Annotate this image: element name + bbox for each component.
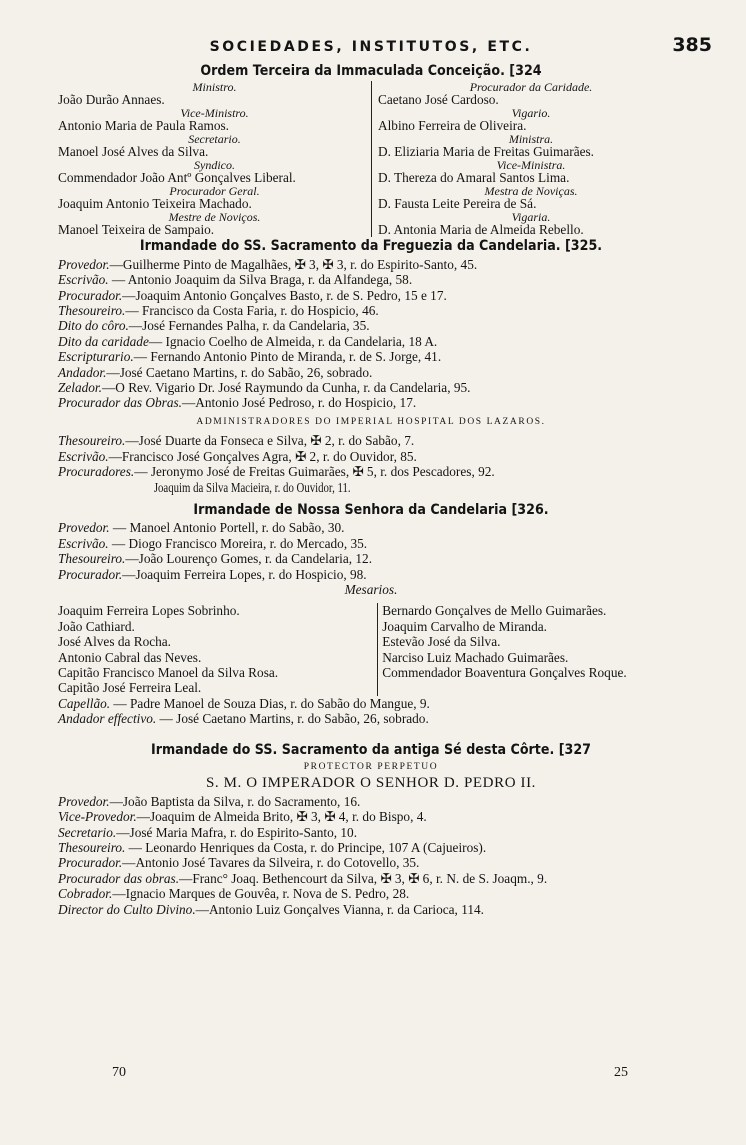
officer-role: Escrivão. xyxy=(58,448,109,464)
mesario-name: Bernardo Gonçalves de Mello Guimarães. xyxy=(382,603,607,619)
officer-details: —Antonio Luiz Gonçalves Vianna, r. da Carioca, 114. xyxy=(195,901,484,917)
officer-role: Provedor. xyxy=(58,256,110,272)
officer-role: Andador effectivo. xyxy=(58,711,157,727)
officer-list-327 xyxy=(58,794,684,917)
officer-line xyxy=(58,551,684,566)
mesarios-heading: Mesarios. xyxy=(344,581,398,597)
protector-name: S. M. O IMPERADOR O SENHOR D. PEDRO II. xyxy=(205,775,537,792)
officer-details: — Francisco da Costa Faria, r. do Hospicio, 46. xyxy=(125,303,379,319)
officer-role: Vigaria. xyxy=(511,210,551,225)
footer-signature-left: 70 xyxy=(112,1065,126,1080)
officer-entry xyxy=(378,211,684,237)
officer-entry xyxy=(58,185,371,211)
officer-list-326-tail xyxy=(58,696,684,727)
mesario-name: Commendador Boaventura Gonçalves Roque. xyxy=(382,664,627,680)
officer-role: Procurador Geral. xyxy=(169,184,260,199)
officer-line xyxy=(58,380,684,395)
officer-name: D. Eliziaria Maria de Freitas Guimarães. xyxy=(378,144,594,160)
mesario-name: Estevão José da Silva. xyxy=(382,634,501,650)
officer-role: Andador. xyxy=(58,364,107,380)
officer-name: D. Thereza do Amaral Santos Lima. xyxy=(378,170,570,186)
officer-entry xyxy=(58,211,371,237)
officer-role: Secretario. xyxy=(188,132,241,147)
officer-line xyxy=(58,536,684,551)
officer-name: João Durão Annaes. xyxy=(58,92,165,108)
officer-details: —Francisco José Gonçalves Agra, ✠ 2, r. do Ouvidor, 85. xyxy=(108,448,417,464)
officer-details: —José Maria Mafra, r. do Espirito-Santo, 10. xyxy=(116,824,358,840)
officer-details: — Fernando Antonio Pinto de Miranda, r. de S. Jorge, 41. xyxy=(133,349,442,365)
officer-details: —Guilherme Pinto de Magalhães, ✠ 3, ✠ 3, r. do Espirito-Santo, 45. xyxy=(109,256,478,272)
officer-role: Procurador da Caridade. xyxy=(469,80,593,95)
officer-role: Vice-Ministra. xyxy=(496,158,566,173)
officer-details: —José Fernandes Palha, r. da Candelaria, 35. xyxy=(128,318,370,334)
officer-details: —João Baptista da Silva, r. do Sacramento, 16. xyxy=(109,793,361,809)
officer-role: Thesoureiro. xyxy=(58,433,126,449)
officer-line xyxy=(58,871,684,886)
officer-name: Albino Ferreira de Oliveira. xyxy=(378,118,527,134)
officers-right-column xyxy=(371,81,684,237)
mesario-name: Narciso Luiz Machado Guimarães. xyxy=(382,649,569,665)
officer-details: —João Lourenço Gomes, r. da Candelaria, 12. xyxy=(125,551,373,567)
running-title: SOCIEDADES, INSTITUTOS, ETC. xyxy=(209,39,533,55)
officer-role: Thesoureiro. xyxy=(58,840,126,856)
officer-role: Escripturario. xyxy=(58,349,134,365)
officer-line xyxy=(58,272,684,287)
running-header xyxy=(58,34,712,62)
officer-role: Mestre de Noviços. xyxy=(168,210,261,225)
page-number: 385 xyxy=(672,34,712,56)
officer-line xyxy=(58,886,684,901)
officer-details: —Antonio José Tavares da Silveira, r. do Cotovello, 35. xyxy=(122,855,420,871)
officer-role: Procurador das Obras. xyxy=(58,395,182,411)
officer-line xyxy=(58,520,684,535)
officer-line xyxy=(58,349,684,364)
mesario-name: Capitão José Ferreira Leal. xyxy=(58,680,202,696)
officer-role: Vice-Ministro. xyxy=(180,106,249,121)
document-page xyxy=(58,34,712,917)
officer-line xyxy=(58,794,684,809)
officer-name: Caetano José Cardoso. xyxy=(378,92,499,108)
officer-details: — Padre Manoel de Souza Dias, r. do Sabão do Mangue, 9. xyxy=(110,695,430,711)
mesario-name: João Cathiard. xyxy=(58,618,135,634)
officer-line xyxy=(58,334,684,349)
officer-role: Escrivão. xyxy=(58,535,109,551)
officer-line xyxy=(58,318,684,333)
officer-role: Zelador. xyxy=(58,380,102,396)
officer-details: —Joaquim Ferreira Lopes, r. do Hospicio, 98. xyxy=(122,566,367,582)
officer-details: — Ignacio Coelho de Almeida, r. da Candelaria, 18 A. xyxy=(148,333,438,349)
officer-list-325 xyxy=(58,257,684,411)
officer-details: —Antonio José Pedroso, r. do Hospicio, 17. xyxy=(182,395,417,411)
officer-details: — José Caetano Martins, r. do Sabão, 26, sobrado. xyxy=(156,711,429,727)
officer-role: Ministra. xyxy=(508,132,554,147)
officer-list-326 xyxy=(58,520,684,582)
officer-details: — Jeronymo José de Freitas Guimarães, ✠ 5, r. dos Pescadores, 92. xyxy=(134,464,495,480)
officer-line xyxy=(58,696,684,711)
officer-entry xyxy=(378,107,684,133)
officer-line xyxy=(58,433,684,448)
officer-role: Provedor. xyxy=(58,520,110,536)
officer-role: Procuradores. xyxy=(58,464,135,480)
officer-details: —Franc° Joaq. Bethencourt da Silva, ✠ 3, ✠ 6, r. N. de S. Joaqm., 9. xyxy=(179,870,548,886)
mesarios-left-column xyxy=(58,603,377,695)
officer-role: Dito do côro. xyxy=(58,318,129,334)
officer-line xyxy=(58,711,684,726)
footer-signature-right: 25 xyxy=(614,1065,628,1080)
officer-role: Vice-Provedor. xyxy=(58,809,137,825)
officer-details: —Joaquim de Almeida Brito, ✠ 3, ✠ 4, r. do Bispo, 4. xyxy=(136,809,427,825)
officer-role: Procurador. xyxy=(58,287,123,303)
officer-line-continuation: Joaquim da Silva Macieira, r. do Ouvidor, 11. xyxy=(153,479,351,495)
officer-role: Secretario. xyxy=(58,824,117,840)
officer-role: Procurador das obras. xyxy=(58,870,180,886)
officer-role: Syndico. xyxy=(194,158,235,173)
officer-entry xyxy=(58,159,371,185)
officer-name: Joaquim Antonio Teixeira Machado. xyxy=(58,196,252,212)
officer-details: —O Rev. Vigario Dr. José Raymundo da Cunha, r. da Candelaria, 95. xyxy=(101,380,471,396)
mesarios-two-column xyxy=(58,603,684,695)
page-footer xyxy=(112,1065,628,1081)
officer-line xyxy=(58,365,684,380)
mesario-name: Joaquim Carvalho de Miranda. xyxy=(382,618,547,634)
officer-role: Capellão. xyxy=(58,695,111,711)
section-title-327: Irmandade do SS. Sacramento da antiga Sé desta Côrte. [327 xyxy=(150,741,592,758)
officer-role: Thesoureiro. xyxy=(58,303,126,319)
officer-role: Procurador. xyxy=(58,855,123,871)
officer-details: —José Caetano Martins, r. do Sabão, 26, sobrado. xyxy=(106,364,373,380)
officer-details: — Antonio Joaquim da Silva Braga, r. da Alfandega, 58. xyxy=(108,272,413,288)
officer-role: Escrivão. xyxy=(58,272,109,288)
mesario-name: Joaquim Ferreira Lopes Sobrinho. xyxy=(58,603,240,619)
officer-name: Antonio Maria de Paula Ramos. xyxy=(58,118,229,134)
officer-role: Dito da caridade xyxy=(58,333,149,349)
officer-line xyxy=(58,809,684,824)
mesarios-right-column xyxy=(377,603,684,695)
officer-name: D. Fausta Leite Pereira de Sá. xyxy=(378,196,537,212)
officer-name: Commendador João Antº Gonçalves Liberal. xyxy=(58,170,296,186)
mesario-name: Antonio Cabral das Neves. xyxy=(58,649,202,665)
protector-label: PROTECTOR PERPETUO xyxy=(303,762,439,772)
section-title-325: Irmandade do SS. Sacramento da Freguezia da Candelaria. [325. xyxy=(139,238,603,255)
officer-details: —José Duarte da Fonseca e Silva, ✠ 2, r. do Sabão, 7. xyxy=(125,433,415,449)
officer-entry xyxy=(378,159,684,185)
officer-line xyxy=(58,464,684,479)
officer-line xyxy=(58,902,684,917)
officer-entry xyxy=(58,81,371,107)
officer-entry xyxy=(58,107,371,133)
officer-role: Thesoureiro. xyxy=(58,551,126,567)
officer-entry xyxy=(378,81,684,107)
officer-role: Ministro. xyxy=(192,80,237,95)
officer-name: Manoel José Alves da Silva. xyxy=(58,144,209,160)
officer-line xyxy=(58,449,684,464)
officer-name: Manoel Teixeira de Sampaio. xyxy=(58,222,215,238)
officer-role: Provedor. xyxy=(58,793,110,809)
sub-heading-lazaros: ADMINISTRADORES DO IMPERIAL HOSPITAL DOS LAZAROS. xyxy=(196,416,546,427)
officer-line xyxy=(58,288,684,303)
officer-line xyxy=(58,257,684,272)
officer-entry xyxy=(378,185,684,211)
officer-line xyxy=(58,303,684,318)
officers-left-column xyxy=(58,81,371,237)
officer-line xyxy=(58,840,684,855)
officer-details: —Joaquim Antonio Gonçalves Basto, r. de S. Pedro, 15 e 17. xyxy=(122,287,447,303)
officer-role: Procurador. xyxy=(58,566,123,582)
officer-role: Mestra de Noviças. xyxy=(484,184,578,199)
section-title-324: Ordem Terceira da Immaculada Conceição. [324 xyxy=(200,63,542,79)
officer-details: —Ignacio Marques de Gouvêa, r. Nova de S. Pedro, 28. xyxy=(112,886,410,902)
officer-entry xyxy=(58,133,371,159)
officer-line xyxy=(58,855,684,870)
admin-list xyxy=(58,433,684,495)
officer-role: Director do Culto Divino. xyxy=(58,901,196,917)
section-title-326: Irmandade de Nossa Senhora da Candelaria [326. xyxy=(193,501,549,518)
officer-details: — Leonardo Henriques da Costa, r. do Principe, 107 A (Cajueiros). xyxy=(125,840,487,856)
officer-entry xyxy=(378,133,684,159)
officers-two-column xyxy=(58,81,684,237)
officer-details: — Diogo Francisco Moreira, r. do Mercado, 35. xyxy=(108,535,368,551)
officer-name: D. Antonia Maria de Almeida Rebello. xyxy=(378,222,584,238)
officer-role: Vigario. xyxy=(511,106,551,121)
officer-line xyxy=(58,825,684,840)
mesario-name: José Alves da Rocha. xyxy=(58,634,172,650)
officer-line xyxy=(58,567,684,582)
mesario-name: Capitão Francisco Manoel da Silva Rosa. xyxy=(58,664,279,680)
officer-details: — Manoel Antonio Portell, r. do Sabão, 30. xyxy=(109,520,345,536)
officer-line xyxy=(58,395,684,410)
officer-role: Cobrador. xyxy=(58,886,113,902)
